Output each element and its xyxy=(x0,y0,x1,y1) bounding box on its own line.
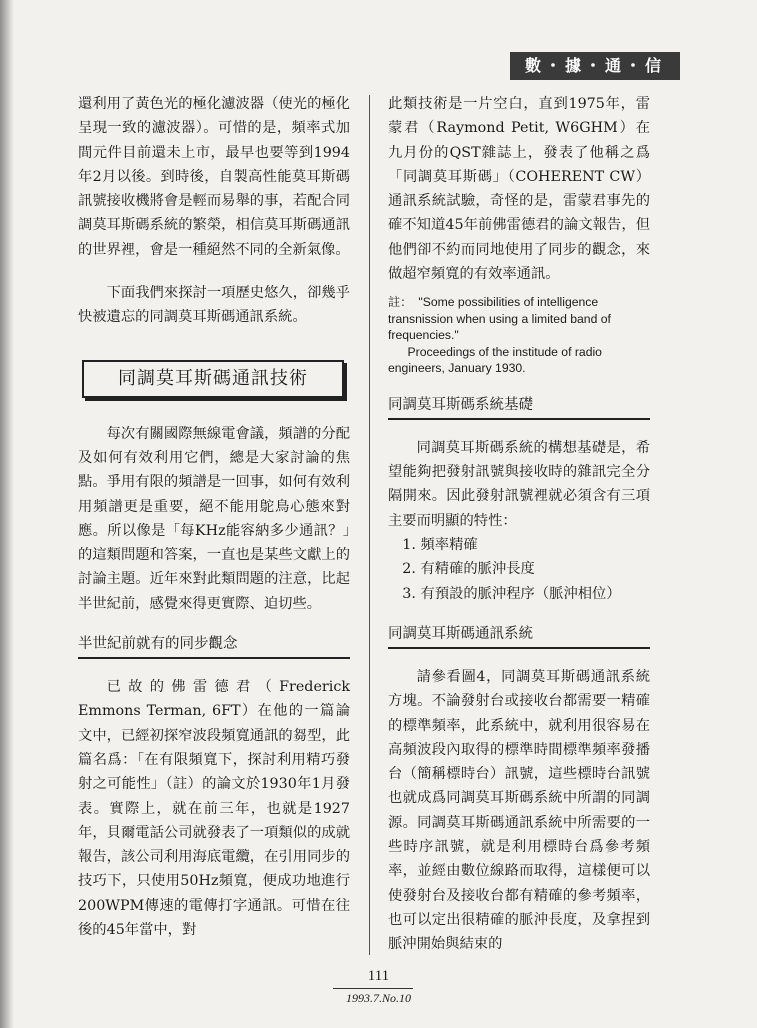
paragraph-system: 請參看圖4，同調莫耳斯碼通訊系統方塊。不論發射台或接收台都需要一精確的標準頻率，此系統中，就利用很容易在高頻波段內取得的標準時間標準頻率發播台（簡稱標時台）訊號，這些標時台訊號也就成爲同調莫耳斯碼系統中所謂的同調源。同調莫耳斯碼通訊系統中所需要的一些時序訊號，就是利用標時台爲參考頻率，並經由數位線路而取得，這樣便可以使發射台及接收台都有精確的參考頻率，也可以定出很精確的脈沖長度，及拿捏到脈沖開始與結束的 xyxy=(388,668,650,953)
characteristics-list xyxy=(388,533,650,606)
section-header: 數・據・通・信 xyxy=(510,52,680,80)
list-item: 2. 有精確的脈沖長度 xyxy=(402,561,535,578)
list-item: 1. 頻率精確 xyxy=(402,537,478,554)
footnote-label: 註： xyxy=(388,295,413,310)
right-column xyxy=(388,92,650,957)
column-divider xyxy=(369,95,370,955)
footnote-text: "Some possibilities of intelligence transnission when using a limited band of frequencies." xyxy=(388,295,611,343)
issue-label: 1993.7.No.10 xyxy=(345,991,411,1005)
paragraph-petit: 此類技術是一片空白，直到1975年，雷蒙君（Raymond Petit, W6GHM）在九月份的QST雜誌上，發表了他稱之爲「同調莫耳斯碼」（COHERENT CW）通訊系統試驗，奇怪的是，雷蒙君事先的確不知道45年前佛雷德君的論文報告，但他們卻不約而同地使用了同步的觀念，來做超窄頻寬的有效率通訊。 xyxy=(388,96,650,283)
left-column xyxy=(78,92,350,942)
subheading-comm-system: 同調莫耳斯碼通訊系統 xyxy=(388,622,650,649)
page-number: 111 xyxy=(367,968,390,984)
paragraph-basis: 同調莫耳斯碼系統的構想基礎是，希望能夠把發射訊號與接收時的雜訊完全分隔開來。因此發射訊號裡就必須含有三項主要而明顯的特性： xyxy=(388,439,650,529)
intro-paragraph: 還利用了黃色光的極化濾波器（使光的極化呈現一致的濾波器）。可惜的是，頻率式加間元件目前還未上市，最早也要等到1994年2月以後。到時後，自製高性能莫耳斯碼訊號接收機將會是輕而易舉的事，若配合同調莫耳斯碼系統的繁榮，相信莫耳斯碼通訊的世界裡，會是一種絕然不同的全新氣像。 xyxy=(78,96,350,258)
paragraph-terman: 已故的佛雷德君（Frederick Emmons Terman, 6FT）在他的一篇論文中，已經初探窄波段頻寬通訊的芻型，此篇名爲：「在有限頻寬下，探討利用精巧發射之可能性」（註）的論文於1930年1月發表。實際上，就在前三年，也就是1927年，貝爾電話公司就發表了一項類似的成就報告，該公司利用海底電纜，在引用同步的技巧下，只使用50Hz頻寬，便成功地進行200WPM傳速的電傳打字通訊。可惜在往後的45年當中，對 xyxy=(78,679,350,939)
footnote-source: Proceedings of the institude of radio engineers, January 1930. xyxy=(388,344,602,376)
footnote xyxy=(388,294,650,344)
subheading-system-basis: 同調莫耳斯碼系統基礎 xyxy=(388,393,650,420)
list-item: 3. 有預設的脈沖程序（脈沖相位） xyxy=(402,585,621,602)
page-binding-shadow xyxy=(0,0,14,1028)
transition-paragraph: 下面我們來探討一項歷史悠久，卻幾乎快被遺忘的同調莫耳斯碼通訊系統。 xyxy=(78,285,350,326)
subheading-sync-concept: 半世紀前就有的同步觀念 xyxy=(78,632,350,659)
section-title-box: 同調莫耳斯碼通訊技術 xyxy=(82,360,344,398)
footer-divider xyxy=(333,988,413,989)
paragraph-spectrum: 每次有關國際無線電會議，頻譜的分配及如何有效利用它們，總是大家討論的焦點。爭用有限的頻譜是一回事，如何有效利用頻譜更是重要，絕不能用鴕鳥心態來對應。所以像是「每KHz能容納多少通訊？」的這類問題和答案，一直也是某些文獻上的討論主題。近年來對此類問題的注意，比起半世紀前，感覺來得更實際、迫切些。 xyxy=(78,425,350,612)
